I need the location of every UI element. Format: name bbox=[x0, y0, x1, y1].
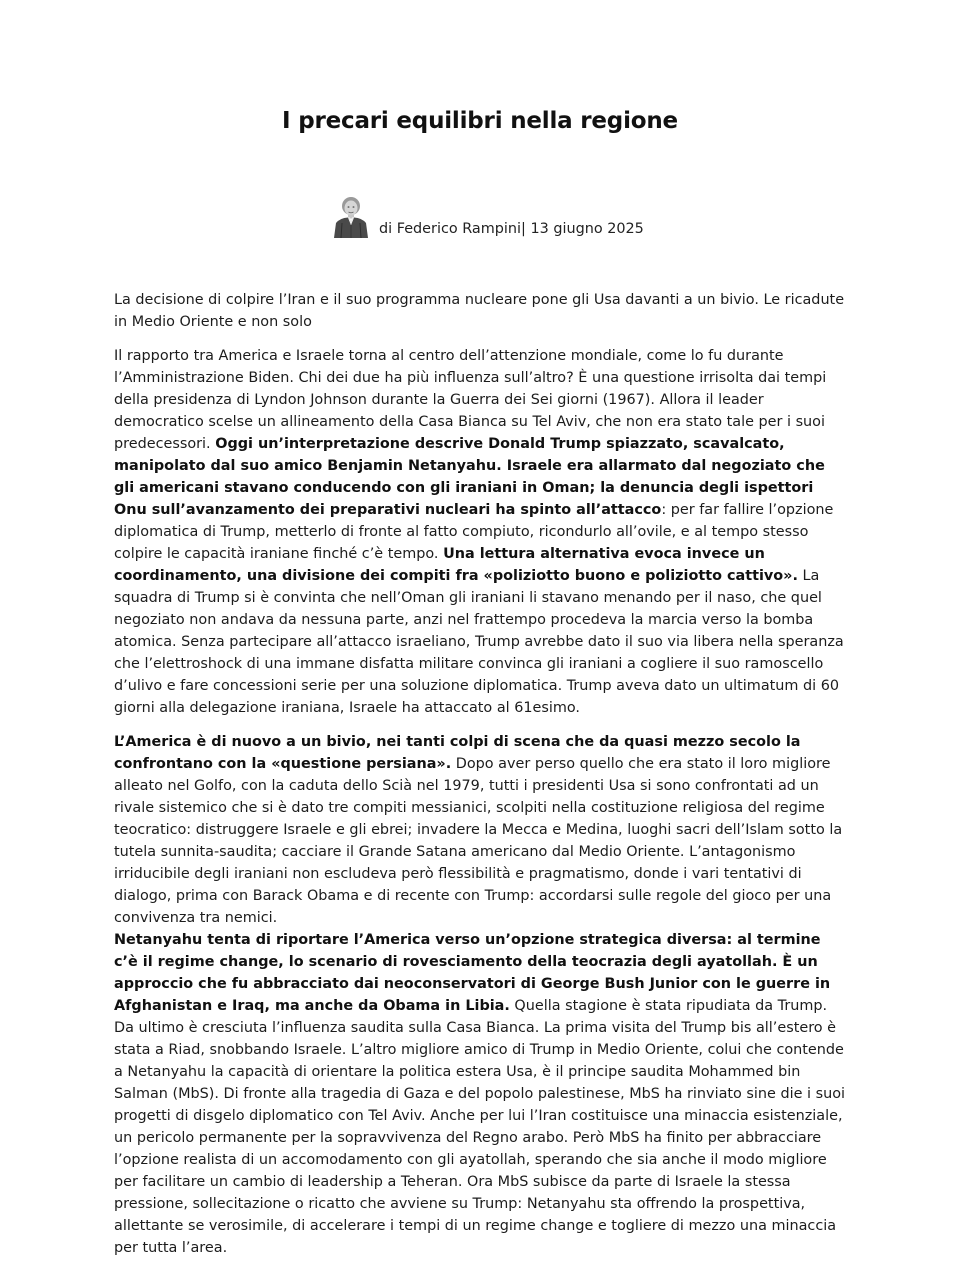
paragraph-2 bbox=[114, 731, 848, 929]
paragraph-2-bold-1: L’America è di nuovo a un bivio, nei tanti colpi di scena che da quasi mezzo secolo la confrontano con la «questione persiana». bbox=[114, 734, 801, 772]
byline-text: di Federico Rampini| 13 giugno 2025 bbox=[379, 221, 644, 237]
paragraph-1-bold-1: Oggi un’interpretazione descrive Donald Trump spiazzato, scavalcato, manipolato dal suo amico Benjamin Netanyahu. Israele era allarmato dal negoziato che gli americani stavano conducendo con gli iraniani in Oman; la denuncia degli ispettori Onu sull’avanzamento dei preparativi nucleari ha spinto all’attacco bbox=[114, 436, 825, 518]
paragraph-1 bbox=[114, 345, 848, 719]
paragraph-1-text-2: : per far fallire l’opzione diplomatica di Trump, metterlo di fronte al fatto compiuto, ricondurlo all’ovile, e al tempo stesso colpire le capacità iraniane finché c’è tempo. bbox=[114, 502, 834, 562]
article-body bbox=[114, 289, 848, 1271]
paragraph-1-text-1: Il rapporto tra America e Israele torna al centro dell’attenzione mondiale, come lo fu durante l’Amministrazione Biden. Chi dei due ha più influenza sull’altro? È una questione irrisolta dai tempi della presidenza di Lyndon Johnson durante la Guerra dei Sei giorni (1967). Allora il leader democratico scelse un allineamento della Casa Bianca su Tel Aviv, che non era stato tale per i suoi predecessori. bbox=[114, 348, 827, 452]
article-title: I precari equilibri nella regione bbox=[282, 108, 678, 134]
byline bbox=[330, 194, 644, 238]
standfirst: La decisione di colpire l’Iran e il suo programma nucleare pone gli Usa davanti a un bivio. Le ricadute in Medio Oriente e non solo bbox=[114, 292, 845, 330]
author-portrait-icon bbox=[330, 195, 372, 238]
paragraph-2-text-1: Dopo aver perso quello che era stato il loro migliore alleato nel Golfo, con la caduta dello Scià nel 1979, tutti i presidenti Usa si sono confrontati ad un rivale sistemico che si è dato tre compiti messianici, scolpiti nella costituzione religiosa del regime teocratico: distruggere Israele e gli ebrei; invadere la Mecca e Medina, luoghi sacri dell’Islam sotto la tutela sunnita-saudita; cacciare il Grande Satana americano dal Medio Oriente. L’antagonismo irriducibile degli iraniani non escludeva però flessibilità e pragmatismo, donde i vari tentativi di dialogo, prima con Barack Obama e di recente con Trump: accordarsi sulle regole del gioco per una convivenza tra nemici. bbox=[114, 756, 843, 926]
paragraph-3-text-1: Quella stagione è stata ripudiata da Trump. Da ultimo è cresciuta l’influenza saudita sulla Casa Bianca. La prima visita del Trump bis all’estero è stata a Riad, snobbando Israele. L’altro migliore amico di Trump in Medio Oriente, colui che contende a Netanyahu la capacità di orientare la politica estera Usa, è il principe saudita Mohammed bin Salman (MbS). Di fronte alla tragedia di Gaza e del popolo palestinese, MbS ha rinviato sine die i suoi progetti di disgelo diplomatico con Tel Aviv. Anche per lui l’Iran costituisce una minaccia esistenziale, un pericolo permanente per la sopravvivenza del Regno arabo. Però MbS ha finito per abbracciare l’opzione realista di un accomodamento con gli ayatollah, sperando che sia anche il modo migliore per facilitare un cambio di leadership a Teheran. Ora MbS subisce da parte di Israele la stessa pressione, sollecitazione o ricatto che avviene su Trump: Netanyahu sta offrendo la prospettiva, allettante se verosimile, di accelerare i tempi di un regime change e togliere di mezzo una minaccia per tutta l’area. bbox=[114, 998, 846, 1256]
paragraph-3-bold-1: Netanyahu tenta di riportare l’America verso un’opzione strategica diversa: al termine c’è il regime change, lo scenario di rovesciamento della teocrazia degli ayatollah. È un approccio che fu abbracciato dai neoconservatori di George Bush Junior con le guerre in Afghanistan e Iraq, ma anche da Obama in Libia. bbox=[114, 932, 831, 1014]
paragraph-1-bold-2: Una lettura alternativa evoca invece un coordinamento, una divisione dei compiti fra «poliziotto buono e poliziotto cattivo». bbox=[114, 546, 798, 584]
paragraph-3 bbox=[114, 929, 848, 1259]
paragraph-1-text-3: La squadra di Trump si è convinta che nell’Oman gli iraniani li stavano menando per il naso, che quel negoziato non andava da nessuna parte, anzi nel frattempo procedeva la marcia verso la bomba atomica. Senza partecipare all’attacco israeliano, Trump avrebbe dato il suo via libera nella speranza che l’elettroshock di una immane disfatta militare convinca gli iraniani a cogliere il suo ramoscello d’ulivo e fare concessioni serie per una soluzione diplomatica. Trump aveva dato un ultimatum di 60 giorni alla delegazione iraniana, Israele ha attaccato al 61esimo. bbox=[114, 568, 844, 716]
